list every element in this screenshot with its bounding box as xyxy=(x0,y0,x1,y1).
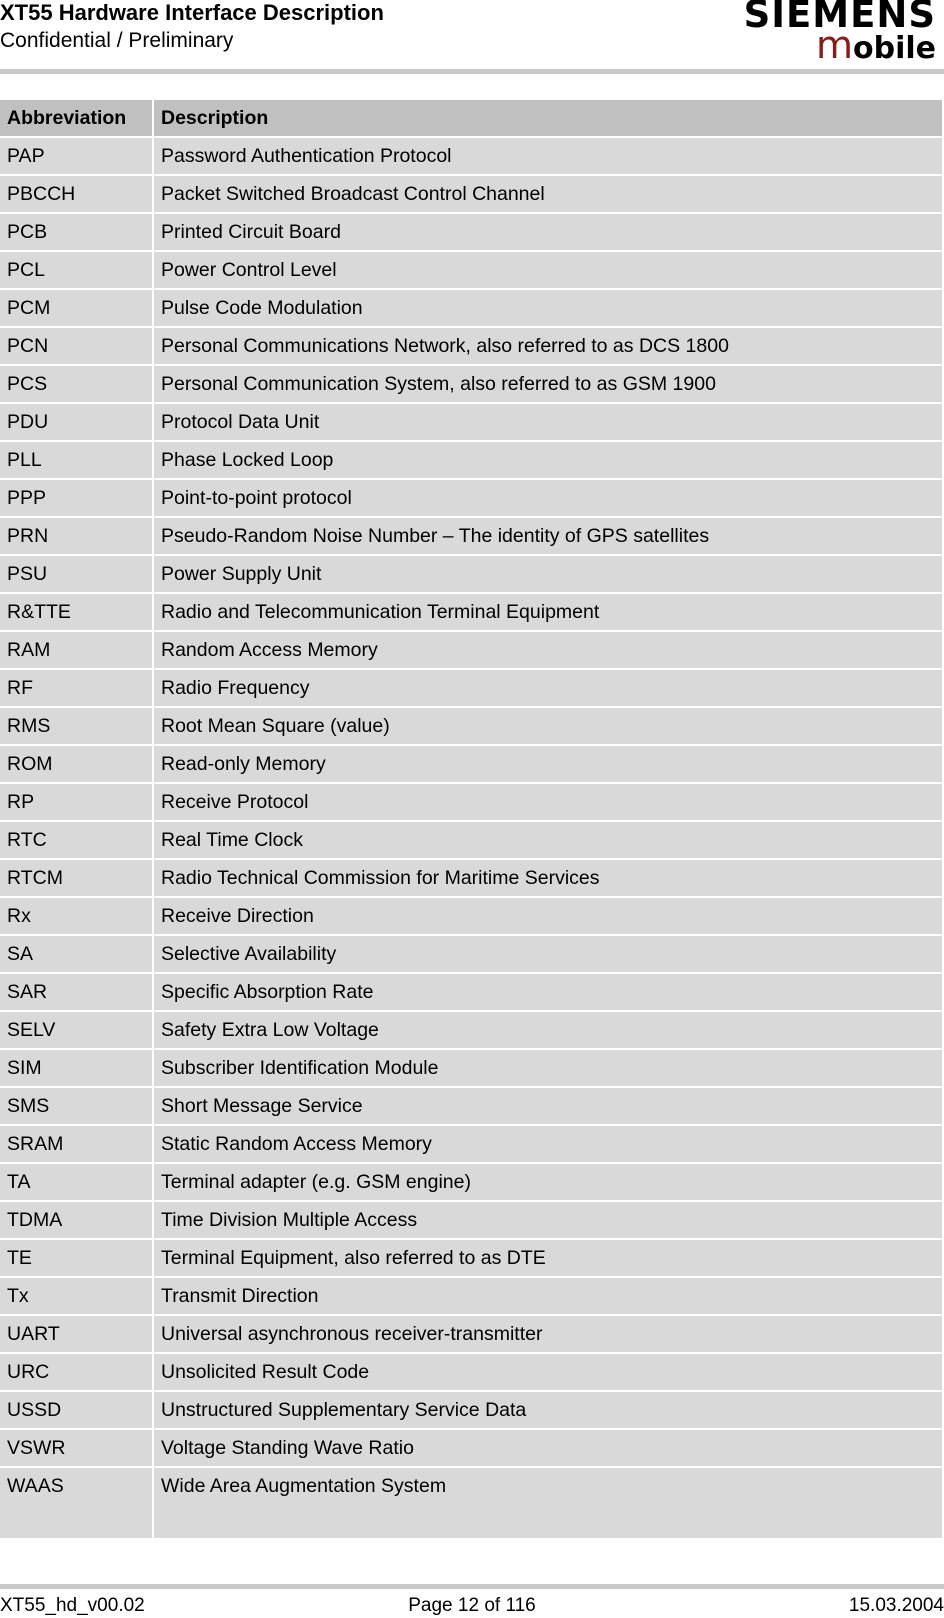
table-row xyxy=(0,1316,944,1354)
siemens-mobile-logo xyxy=(726,0,936,66)
page-header xyxy=(0,0,944,70)
table-row xyxy=(0,1392,944,1430)
abbreviation-cell: PCN xyxy=(0,328,154,366)
table-row xyxy=(0,1088,944,1126)
table-row xyxy=(0,480,944,518)
abbreviation-cell: SMS xyxy=(0,1088,154,1126)
description-cell: Personal Communications Network, also referred to as DCS 1800 xyxy=(154,328,944,366)
table-row xyxy=(0,518,944,556)
table-row xyxy=(0,974,944,1012)
table-row xyxy=(0,1164,944,1202)
logo-mobile-rest: obile xyxy=(853,31,936,66)
header-divider xyxy=(0,69,944,74)
table-row xyxy=(0,708,944,746)
footer-page-number: Page 12 of 116 xyxy=(408,1595,536,1616)
description-cell: Phase Locked Loop xyxy=(154,442,944,480)
description-cell: Protocol Data Unit xyxy=(154,404,944,442)
abbreviation-table xyxy=(0,100,944,1540)
abbreviation-cell: PAP xyxy=(0,138,154,176)
table-row xyxy=(0,822,944,860)
abbreviation-cell: TDMA xyxy=(0,1202,154,1240)
abbreviation-cell: TE xyxy=(0,1240,154,1278)
description-cell: Transmit Direction xyxy=(154,1278,944,1316)
abbreviation-cell: SIM xyxy=(0,1050,154,1088)
description-cell: Time Division Multiple Access xyxy=(154,1202,944,1240)
abbreviation-cell: PSU xyxy=(0,556,154,594)
abbreviation-cell: PCL xyxy=(0,252,154,290)
description-cell: Receive Protocol xyxy=(154,784,944,822)
table-row xyxy=(0,404,944,442)
table-row xyxy=(0,1468,944,1540)
abbreviation-cell: Tx xyxy=(0,1278,154,1316)
description-cell: Printed Circuit Board xyxy=(154,214,944,252)
abbreviation-cell: USSD xyxy=(0,1392,154,1430)
abbreviation-cell: WAAS xyxy=(0,1468,154,1540)
description-cell: Universal asynchronous receiver-transmitter xyxy=(154,1316,944,1354)
table-row xyxy=(0,1050,944,1088)
description-cell: Read-only Memory xyxy=(154,746,944,784)
description-cell: Subscriber Identification Module xyxy=(154,1050,944,1088)
abbreviation-cell: R&TTE xyxy=(0,594,154,632)
abbreviation-cell: PRN xyxy=(0,518,154,556)
description-cell: Unsolicited Result Code xyxy=(154,1354,944,1392)
description-cell: Voltage Standing Wave Ratio xyxy=(154,1430,944,1468)
table-row xyxy=(0,328,944,366)
description-cell: Pseudo-Random Noise Number – The identity of GPS satellites xyxy=(154,518,944,556)
description-cell: Terminal adapter (e.g. GSM engine) xyxy=(154,1164,944,1202)
table-row xyxy=(0,936,944,974)
abbreviation-cell: SA xyxy=(0,936,154,974)
description-cell: Radio Technical Commission for Maritime Services xyxy=(154,860,944,898)
table-row xyxy=(0,252,944,290)
table-row xyxy=(0,1354,944,1392)
description-cell: Random Access Memory xyxy=(154,632,944,670)
abbreviation-cell: RAM xyxy=(0,632,154,670)
description-cell: Power Supply Unit xyxy=(154,556,944,594)
table-row xyxy=(0,594,944,632)
table-row xyxy=(0,442,944,480)
description-cell: Point-to-point protocol xyxy=(154,480,944,518)
description-cell: Packet Switched Broadcast Control Channel xyxy=(154,176,944,214)
abbreviation-cell: ROM xyxy=(0,746,154,784)
table-body xyxy=(0,138,944,1540)
table-row xyxy=(0,556,944,594)
description-cell: Real Time Clock xyxy=(154,822,944,860)
table-row xyxy=(0,1202,944,1240)
table-row xyxy=(0,366,944,404)
document-title: XT55 Hardware Interface Description xyxy=(0,0,384,25)
table-row xyxy=(0,784,944,822)
table-row xyxy=(0,138,944,176)
description-cell: Terminal Equipment, also referred to as DTE xyxy=(154,1240,944,1278)
table-header-row xyxy=(0,100,944,138)
description-cell: Root Mean Square (value) xyxy=(154,708,944,746)
table-row xyxy=(0,214,944,252)
abbreviation-cell: UART xyxy=(0,1316,154,1354)
description-cell: Short Message Service xyxy=(154,1088,944,1126)
description-cell: Radio and Telecommunication Terminal Equipment xyxy=(154,594,944,632)
description-cell: Specific Absorption Rate xyxy=(154,974,944,1012)
table-row xyxy=(0,1240,944,1278)
abbreviation-cell: PCB xyxy=(0,214,154,252)
abbreviation-cell: TA xyxy=(0,1164,154,1202)
description-cell: Power Control Level xyxy=(154,252,944,290)
table-row xyxy=(0,746,944,784)
abbreviation-cell: PDU xyxy=(0,404,154,442)
abbreviation-cell: Rx xyxy=(0,898,154,936)
description-cell: Password Authentication Protocol xyxy=(154,138,944,176)
description-cell: Radio Frequency xyxy=(154,670,944,708)
footer-date: 15.03.2004 xyxy=(848,1595,944,1616)
abbreviation-cell: VSWR xyxy=(0,1430,154,1468)
description-cell: Safety Extra Low Voltage xyxy=(154,1012,944,1050)
table-row xyxy=(0,670,944,708)
abbreviation-cell: PPP xyxy=(0,480,154,518)
table-row xyxy=(0,1012,944,1050)
abbreviation-cell: PCS xyxy=(0,366,154,404)
document-subtitle: Confidential / Preliminary xyxy=(0,29,234,52)
abbreviation-cell: RTC xyxy=(0,822,154,860)
description-cell: Pulse Code Modulation xyxy=(154,290,944,328)
abbreviation-cell: RP xyxy=(0,784,154,822)
description-cell: Static Random Access Memory xyxy=(154,1126,944,1164)
abbreviation-cell: RMS xyxy=(0,708,154,746)
column-header-description: Description xyxy=(154,100,944,138)
abbreviation-cell: RF xyxy=(0,670,154,708)
abbreviation-cell: PBCCH xyxy=(0,176,154,214)
abbreviation-cell: SRAM xyxy=(0,1126,154,1164)
description-cell: Receive Direction xyxy=(154,898,944,936)
column-header-abbreviation: Abbreviation xyxy=(0,100,154,138)
description-cell: Wide Area Augmentation System xyxy=(154,1468,944,1540)
page-footer xyxy=(0,1594,944,1618)
abbreviation-cell: PLL xyxy=(0,442,154,480)
abbreviation-cell: PCM xyxy=(0,290,154,328)
footer-divider xyxy=(0,1584,944,1589)
abbreviation-cell: URC xyxy=(0,1354,154,1392)
table-row xyxy=(0,860,944,898)
table-row xyxy=(0,632,944,670)
table-row xyxy=(0,1278,944,1316)
abbreviation-cell: RTCM xyxy=(0,860,154,898)
description-cell: Unstructured Supplementary Service Data xyxy=(154,1392,944,1430)
table-row xyxy=(0,1126,944,1164)
logo-brand-text: SIEMENS xyxy=(743,0,936,36)
logo-m-letter: m xyxy=(815,23,853,67)
table-row xyxy=(0,290,944,328)
abbreviation-cell: SAR xyxy=(0,974,154,1012)
description-cell: Personal Communication System, also referred to as GSM 1900 xyxy=(154,366,944,404)
footer-doc-id: XT55_hd_v00.02 xyxy=(0,1595,145,1616)
description-cell: Selective Availability xyxy=(154,936,944,974)
table-row xyxy=(0,1430,944,1468)
abbreviation-cell: SELV xyxy=(0,1012,154,1050)
table-row xyxy=(0,898,944,936)
table-row xyxy=(0,176,944,214)
